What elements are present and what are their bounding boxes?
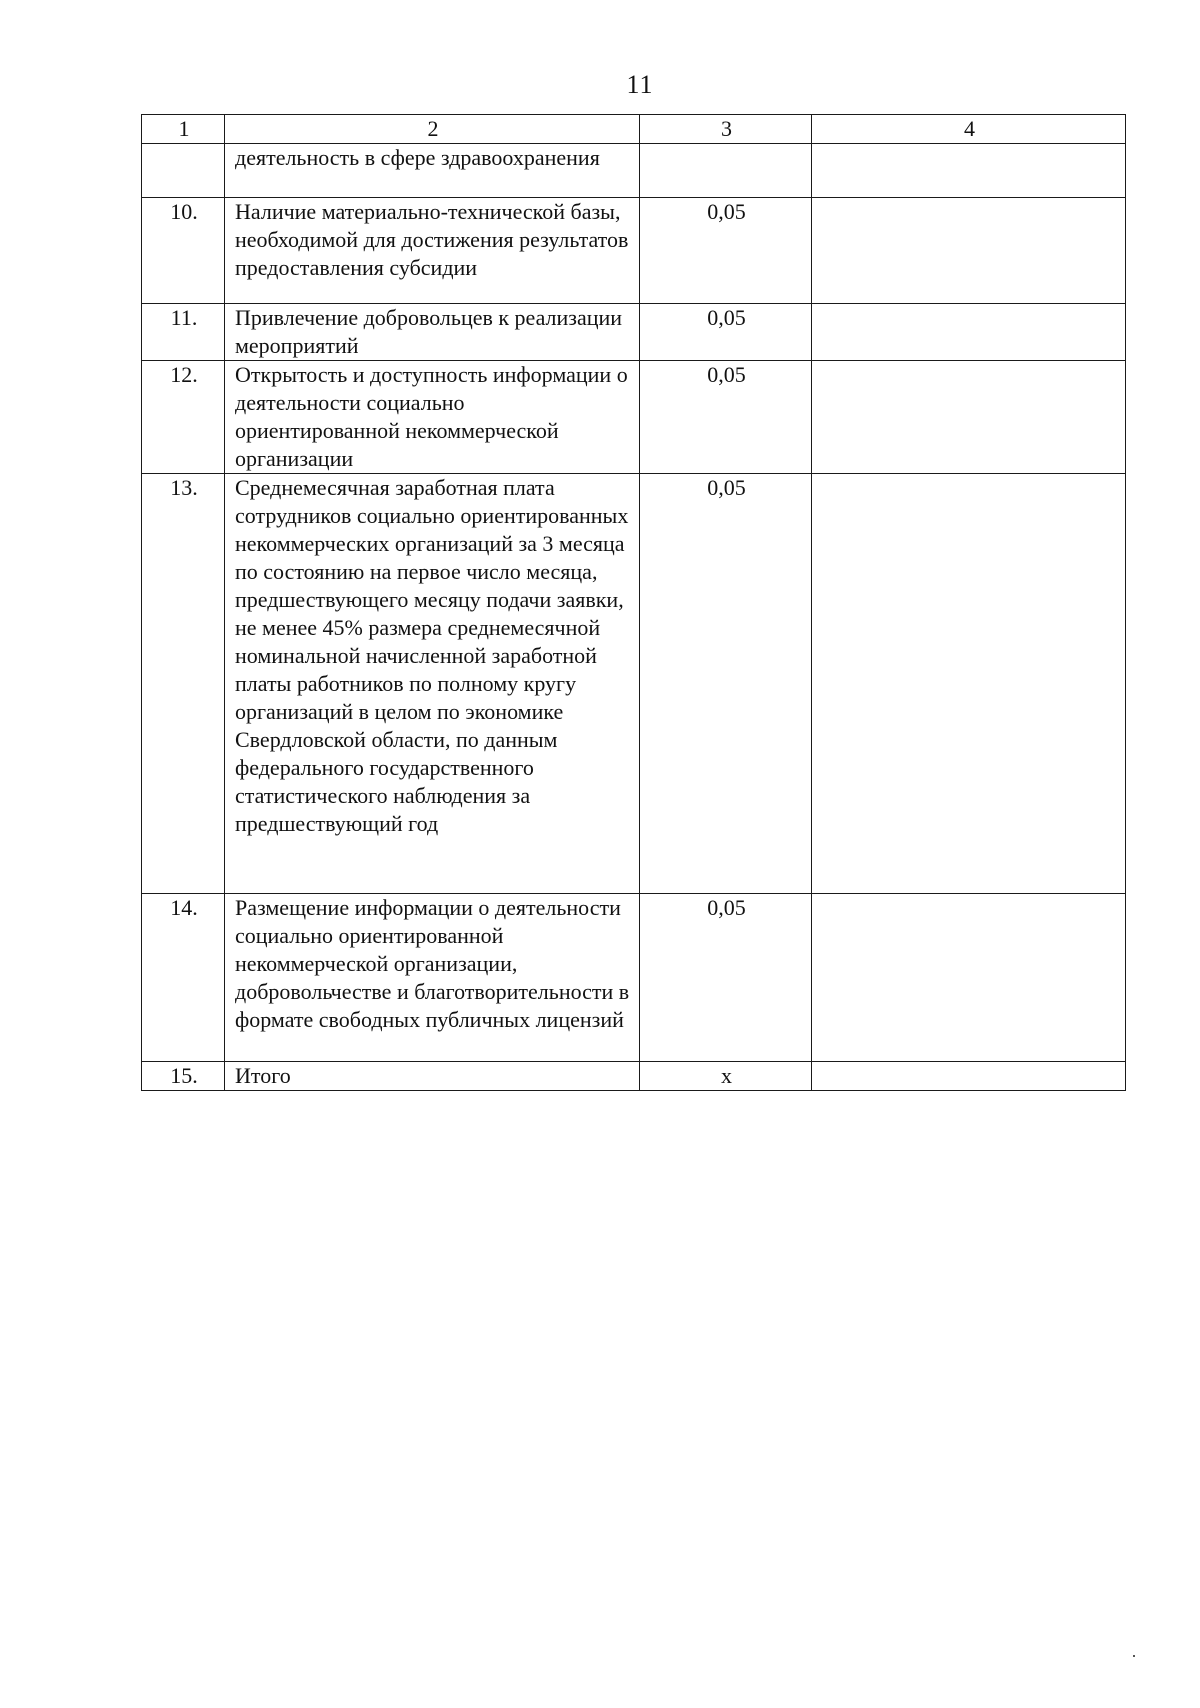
criterion-text: Открытость и доступность информации о деятельности социально ориентированной некоммерческой организации: [225, 361, 640, 474]
table-row: [142, 474, 1126, 894]
criterion-text: Среднемесячная заработная плата сотрудников социально ориентированных некоммерческих организаций за 3 месяца по состоянию на первое число месяца, предшествующего месяцу подачи заявки, не менее 45% размера среднемесячной номинальной начисленной заработной платы работников по полному кругу организаций в целом по экономике Свердловской области, по данным федерального государственного статистического наблюдения за предшествующий год: [225, 474, 640, 894]
header-col-2: 2: [225, 115, 640, 144]
criterion-score: [812, 474, 1126, 894]
row-number: 11.: [142, 304, 225, 361]
row-number: 15.: [142, 1062, 225, 1091]
criterion-score: [812, 144, 1126, 198]
header-col-3: 3: [640, 115, 812, 144]
criterion-score: [812, 361, 1126, 474]
row-number: [142, 144, 225, 198]
table-header: [142, 115, 1126, 144]
criterion-score: [812, 198, 1126, 304]
criterion-weight: 0,05: [640, 361, 812, 474]
criterion-text: деятельность в сфере здравоохранения: [225, 144, 640, 198]
criterion-text: Наличие материально-технической базы, необходимой для достижения результатов предоставления субсидии: [225, 198, 640, 304]
header-col-4: 4: [812, 115, 1126, 144]
row-number: 14.: [142, 894, 225, 1062]
criterion-score: [812, 894, 1126, 1062]
criterion-weight: 0,05: [640, 304, 812, 361]
criterion-weight: 0,05: [640, 474, 812, 894]
criterion-weight: [640, 144, 812, 198]
criterion-score: [812, 304, 1126, 361]
table-row: [142, 198, 1126, 304]
table-row: [142, 894, 1126, 1062]
row-number: 10.: [142, 198, 225, 304]
criterion-weight: 0,05: [640, 894, 812, 1062]
table-row: [142, 361, 1126, 474]
header-row: [142, 115, 1126, 144]
row-number: 13.: [142, 474, 225, 894]
table-row: [142, 1062, 1126, 1091]
criterion-weight: 0,05: [640, 198, 812, 304]
page-number: 11: [626, 70, 654, 99]
table-row: [142, 144, 1126, 198]
criterion-text: Привлечение добровольцев к реализации мероприятий: [225, 304, 640, 361]
criterion-weight: x: [640, 1062, 812, 1091]
row-number: 12.: [142, 361, 225, 474]
criterion-text: Размещение информации о деятельности социально ориентированной некоммерческой организации, добровольчестве и благотворительности в формате свободных публичных лицензий: [225, 894, 640, 1062]
table-row: [142, 304, 1126, 361]
criterion-score: [812, 1062, 1126, 1091]
criterion-text: Итого: [225, 1062, 640, 1091]
header-col-1: 1: [142, 115, 225, 144]
table-body: [142, 144, 1126, 1091]
scan-speck: [1133, 1655, 1135, 1657]
criteria-table: [141, 114, 1126, 1091]
